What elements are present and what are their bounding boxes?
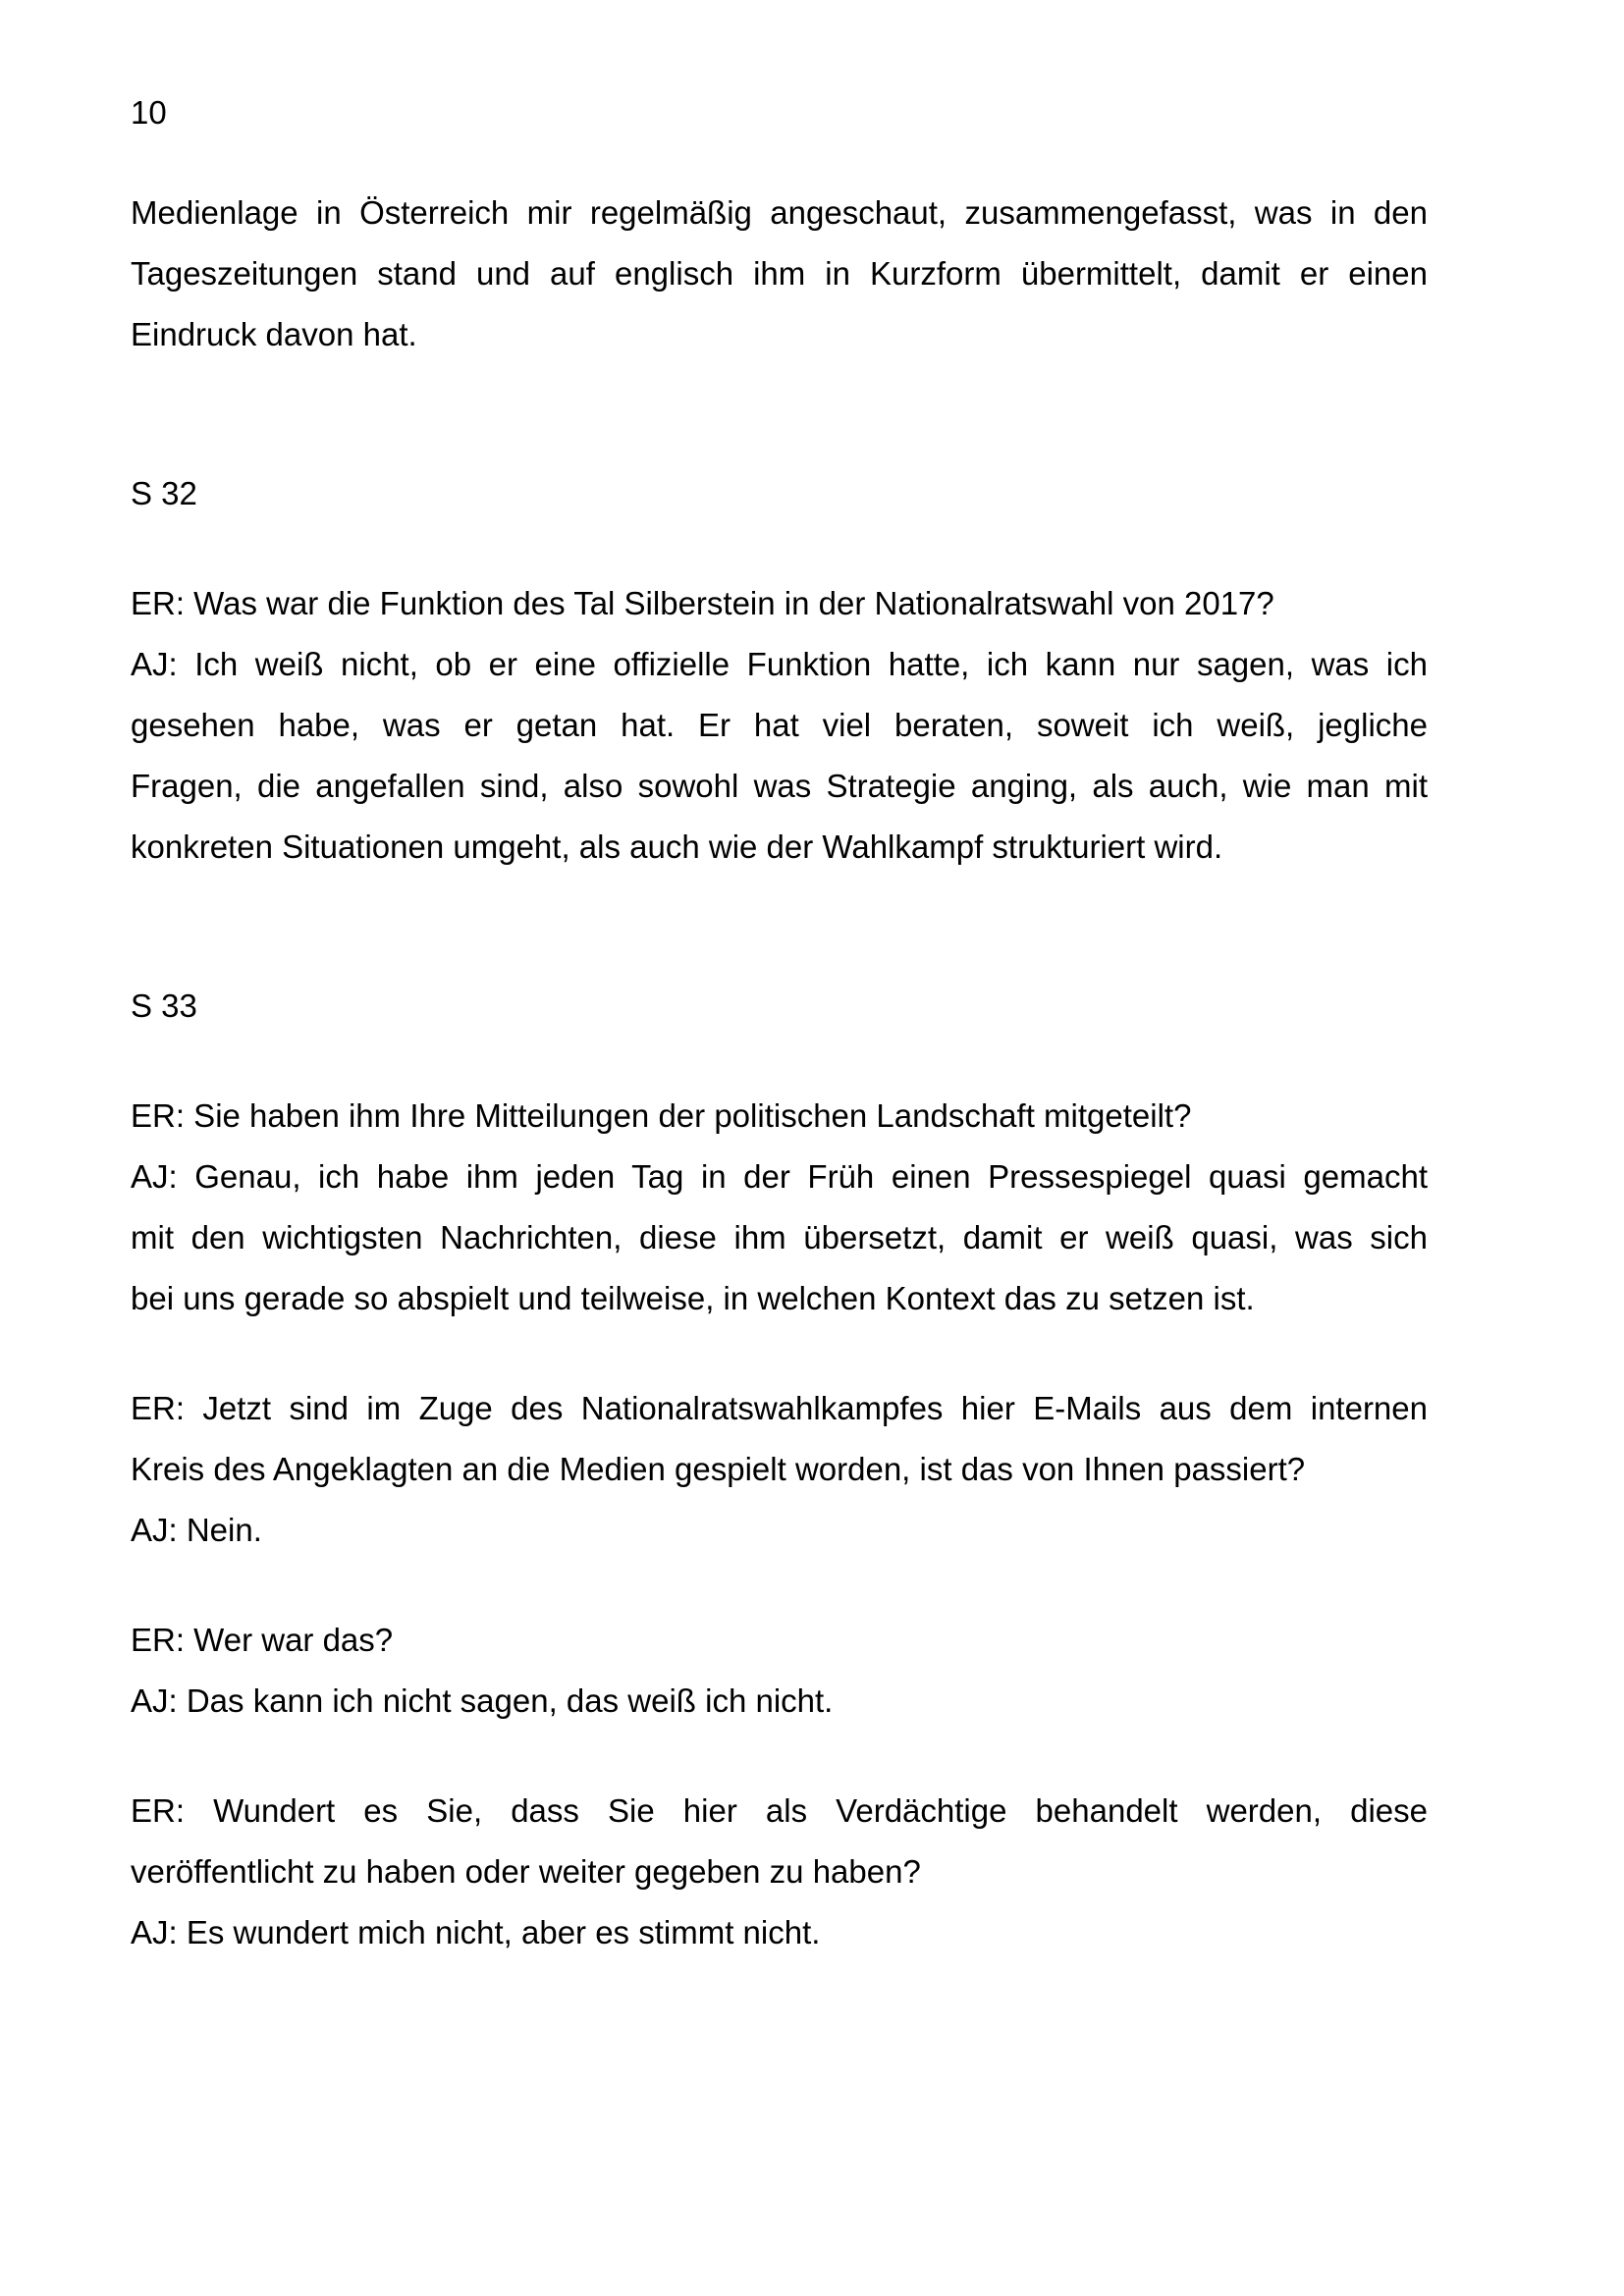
- page-number: 10: [131, 94, 167, 131]
- text-line: konkreten Situationen umgeht, als auch wie der Wahlkampf strukturiert wird.: [131, 828, 1223, 865]
- blank-line: [131, 1561, 1428, 1610]
- blank-line: [131, 365, 1428, 414]
- text-line: mit den wichtigsten Nachrichten, diese ihm übersetzt, damit er weiß quasi, was sich: [131, 1219, 1428, 1255]
- section-heading: [131, 463, 1428, 524]
- blank-line: [131, 524, 1428, 573]
- text-line: gesehen habe, was er getan hat. Er hat viel beraten, soweit ich weiß, jegliche: [131, 707, 1428, 743]
- blank-line: [131, 878, 1428, 927]
- paragraph: [131, 1610, 1428, 1732]
- text-line: AJ: Es wundert mich nicht, aber es stimmt nicht.: [131, 1914, 821, 1950]
- blank-line: [131, 1329, 1428, 1378]
- blank-line: [131, 1732, 1428, 1781]
- text-line: AJ: Das kann ich nicht sagen, das weiß ich nicht.: [131, 1682, 834, 1719]
- paragraph: [131, 573, 1428, 878]
- text-line: ER: Sie haben ihm Ihre Mitteilungen der politischen Landschaft mitgeteilt?: [131, 1097, 1192, 1134]
- paragraph: [131, 1086, 1428, 1329]
- paragraph: [131, 183, 1428, 365]
- blank-line: [131, 414, 1428, 463]
- text-line: ER: Wundert es Sie, dass Sie hier als Verdächtige behandelt werden, diese: [131, 1792, 1428, 1829]
- text-line: ER: Wer war das?: [131, 1622, 394, 1658]
- text-line: AJ: Ich weiß nicht, ob er eine offizielle Funktion hatte, ich kann nur sagen, was ich: [131, 646, 1428, 682]
- heading-text: S 33: [131, 988, 197, 1024]
- blank-line: [131, 927, 1428, 976]
- text-line: Tageszeitungen stand und auf englisch ihm in Kurzform übermittelt, damit er einen: [131, 255, 1428, 292]
- blank-line: [131, 1037, 1428, 1086]
- text-line: AJ: Nein.: [131, 1512, 262, 1548]
- text-line: veröffentlicht zu haben oder weiter gegeben zu haben?: [131, 1853, 921, 1890]
- text-line: Fragen, die angefallen sind, also sowohl was Strategie anging, als auch, wie man mit: [131, 768, 1428, 804]
- text-line: Eindruck davon hat.: [131, 316, 417, 352]
- paragraph: [131, 1378, 1428, 1561]
- heading-text: S 32: [131, 475, 197, 511]
- text-line: Medienlage in Österreich mir regelmäßig angeschaut, zusammengefasst, was in den: [131, 194, 1428, 231]
- text-line: AJ: Genau, ich habe ihm jeden Tag in der Früh einen Pressespiegel quasi gemacht: [131, 1158, 1428, 1195]
- paragraph: [131, 1781, 1428, 1963]
- page-header: [131, 0, 1428, 143]
- document-body: [131, 183, 1428, 1963]
- text-line: ER: Jetzt sind im Zuge des Nationalratswahlkampfes hier E-Mails aus dem internen: [131, 1390, 1428, 1426]
- text-line: bei uns gerade so abspielt und teilweise, in welchen Kontext das zu setzen ist.: [131, 1280, 1255, 1316]
- text-line: Kreis des Angeklagten an die Medien gespielt worden, ist das von Ihnen passiert?: [131, 1451, 1306, 1487]
- text-line: ER: Was war die Funktion des Tal Silberstein in der Nationalratswahl von 2017?: [131, 585, 1274, 621]
- section-heading: [131, 976, 1428, 1037]
